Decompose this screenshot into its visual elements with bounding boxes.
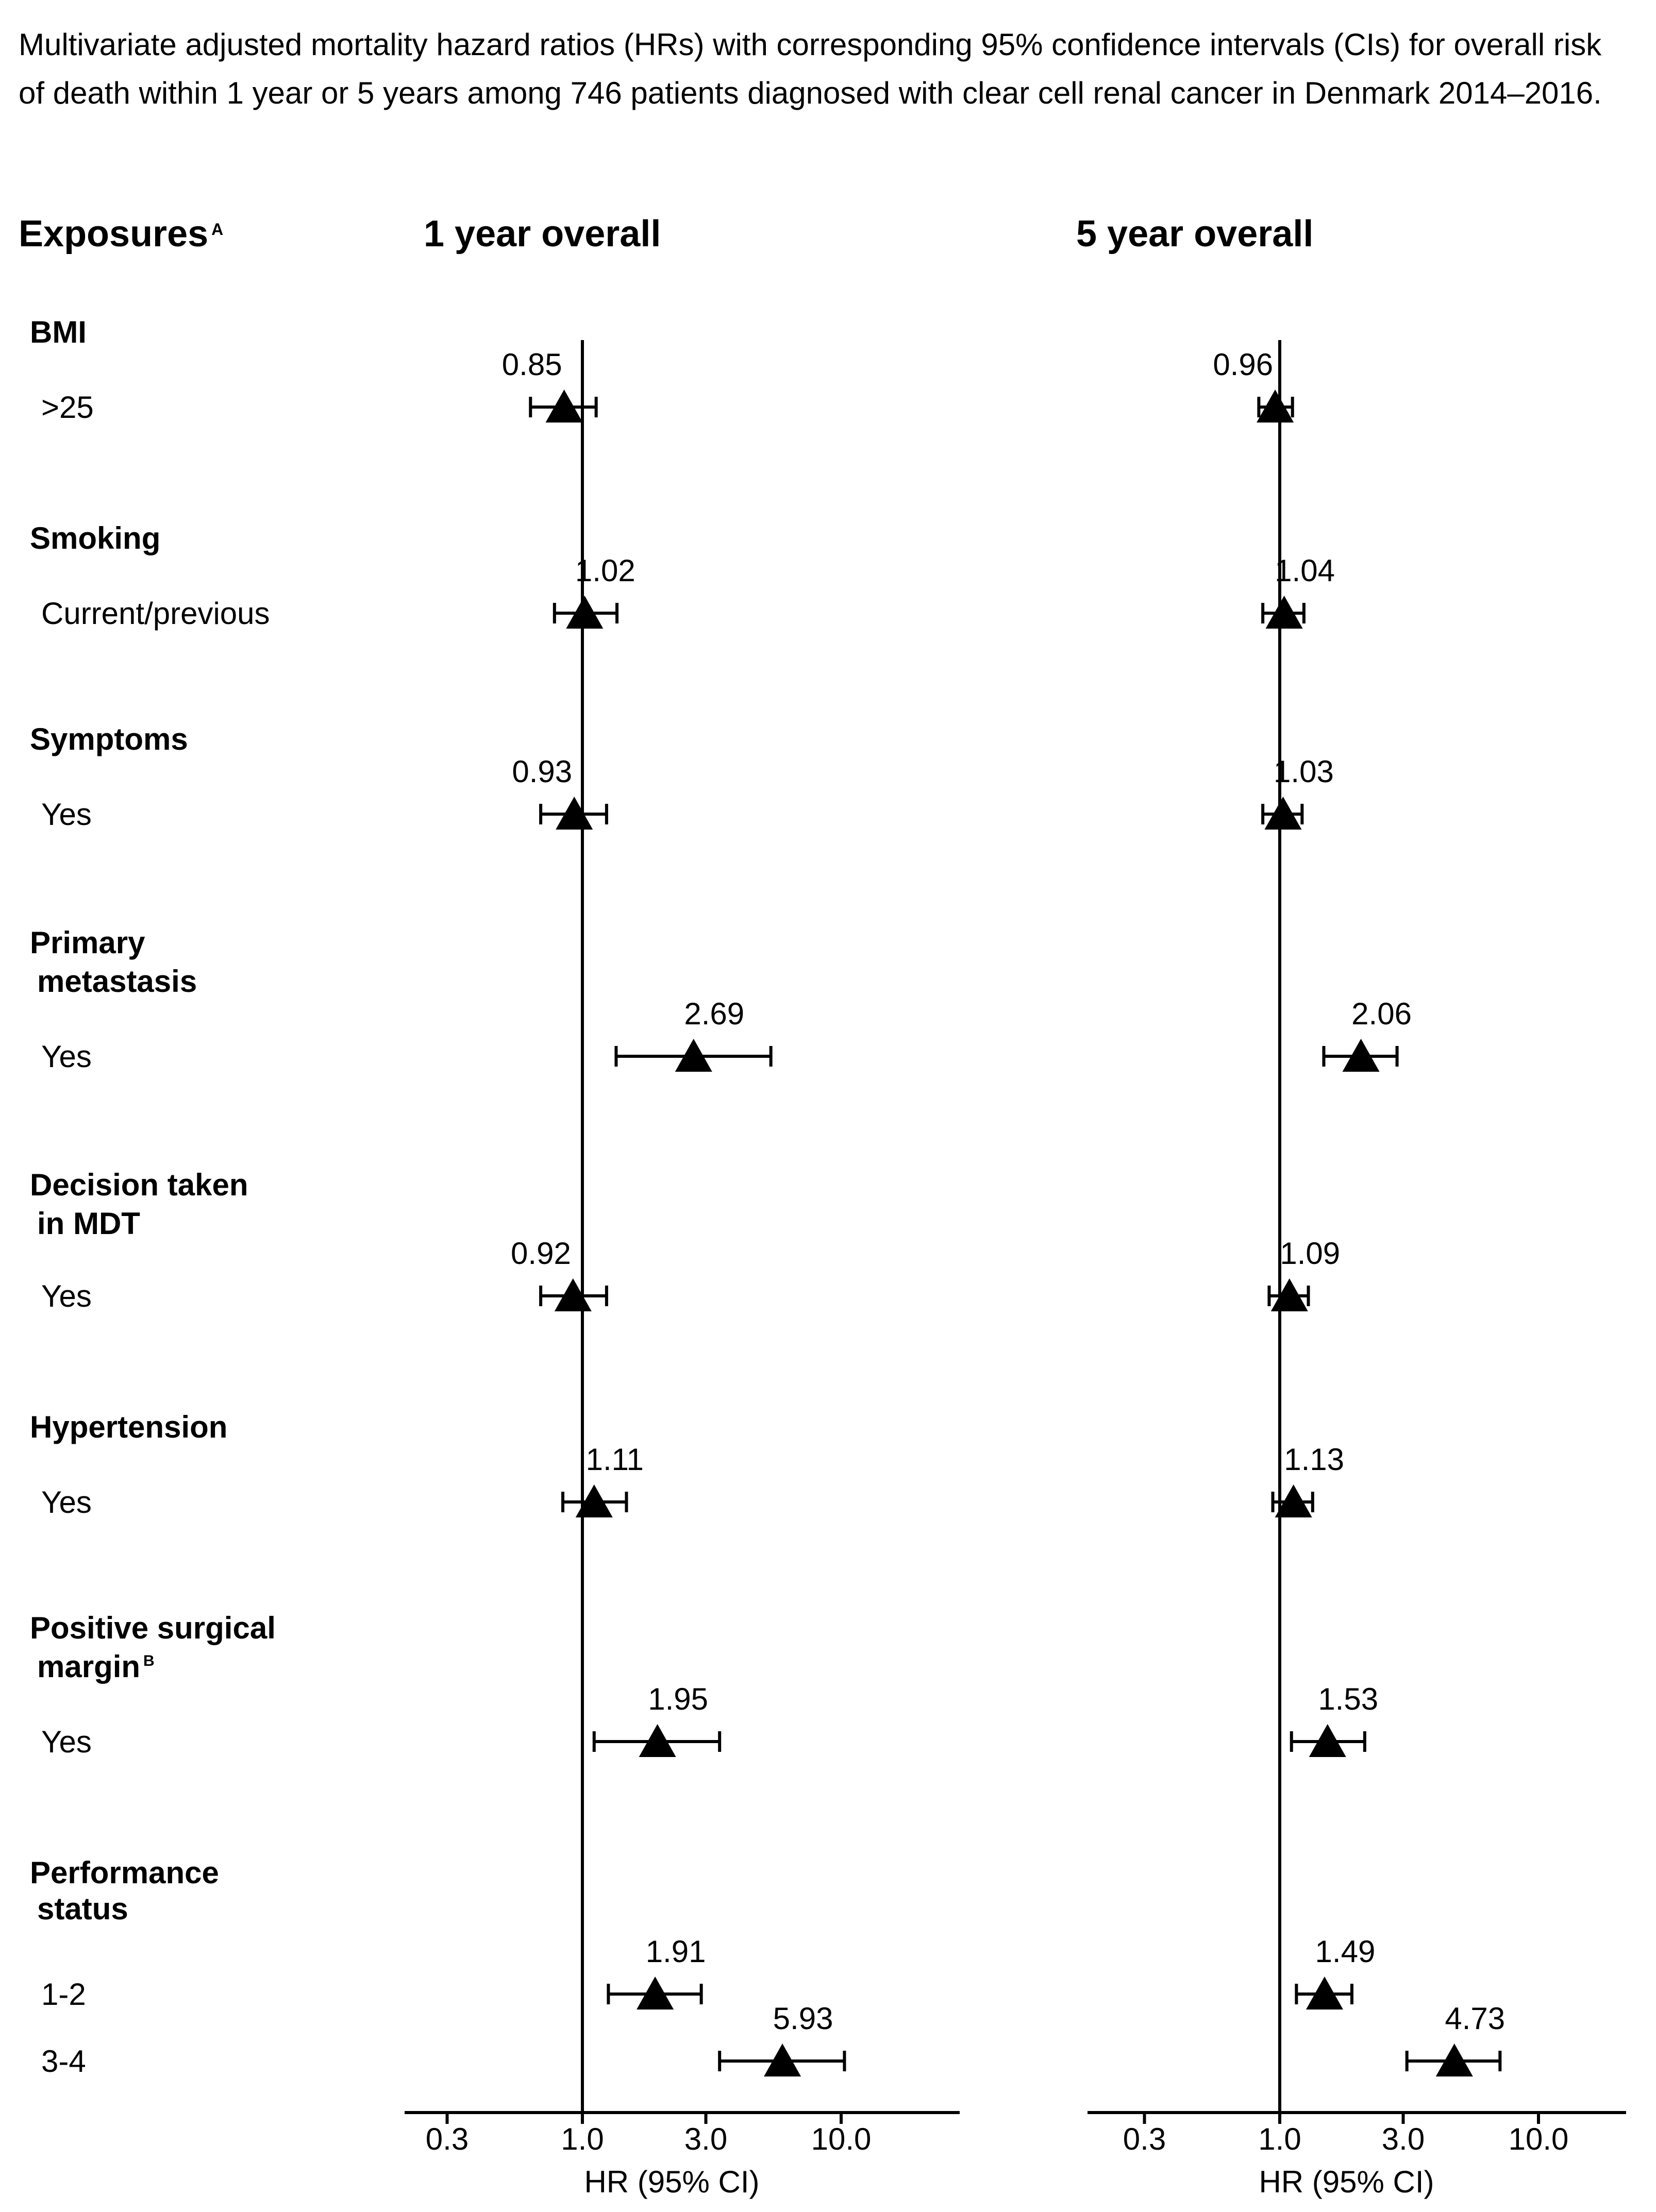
exposure-level-label: >25 [41, 390, 94, 425]
panel-1-year [405, 213, 960, 2199]
hazard-ratio-label: 1.13 [1284, 1442, 1345, 1477]
x-tick-label: 3.0 [684, 2122, 728, 2156]
hazard-ratio-label: 0.92 [511, 1236, 571, 1271]
exposure-group-label-text: Hypertension [30, 1410, 228, 1444]
hazard-ratio-label: 0.96 [1213, 347, 1274, 382]
exposure-group-label-text: Smoking [30, 521, 161, 555]
exposure-group-label [37, 1892, 128, 1926]
hazard-ratio-label: 1.02 [575, 553, 635, 588]
panel-title: 5 year overall [1076, 213, 1314, 255]
hazard-ratio-label: 1.11 [586, 1442, 644, 1477]
exposure-group-label-text: margin [37, 1649, 141, 1684]
hazard-ratio-label: 1.91 [645, 1934, 706, 1969]
exposure-level-label: Yes [41, 1039, 92, 1074]
hazard-ratio-label: 4.73 [1445, 2001, 1506, 2036]
x-tick-label: 0.3 [425, 2122, 469, 2156]
x-tick-label: 0.3 [1123, 2122, 1166, 2156]
exposure-group-label [30, 521, 160, 555]
x-tick-label: 10.0 [811, 2122, 872, 2156]
exposure-level-label: 1-2 [41, 1977, 86, 2012]
figure-caption: Multivariate adjusted mortality hazard ratios (HRs) with corresponding 95% confidence intervals (CIs) for overall risk of death within 1 year or 5 years among 746 patients diagnosed with clear cell renal cancer in Denmark 2014–2016. [19, 27, 1602, 110]
exposure-group-label [30, 1611, 276, 1645]
exposure-group-label [30, 722, 188, 756]
exposure-group-label-text: Symptoms [30, 722, 188, 756]
hazard-ratio-label: 5.93 [773, 2001, 833, 2036]
panel-5-year [1076, 213, 1626, 2199]
exposure-group-label-text: Primary [30, 925, 145, 960]
exposure-group-footnote: B [143, 1652, 155, 1669]
x-tick-label: 1.0 [561, 2122, 604, 2156]
hazard-ratio-label: 0.85 [501, 347, 562, 382]
hazard-ratio-label: 1.49 [1315, 1934, 1376, 1969]
hazard-ratio-label: 2.06 [1351, 997, 1412, 1031]
x-tick-label: 10.0 [1508, 2122, 1569, 2156]
exposure-group-label-text: in MDT [37, 1206, 140, 1241]
x-axis-label: HR (95% CI) [1259, 2165, 1434, 2199]
hazard-ratio-label: 1.53 [1318, 1682, 1379, 1716]
exposure-level-label: Yes [41, 1485, 92, 1519]
hazard-ratio-label: 0.93 [512, 754, 573, 789]
x-tick-label: 3.0 [1381, 2122, 1425, 2156]
exposure-group-label [37, 1206, 140, 1241]
exposure-group-label-text: Performance [30, 1855, 219, 1890]
exposures-header-text: Exposures [19, 213, 209, 255]
exposure-group-label-text: Positive surgical [30, 1611, 276, 1645]
exposure-group-label [37, 964, 197, 999]
exposure-group-label [30, 1855, 219, 1890]
exposure-group-label-text: status [37, 1892, 128, 1926]
exposure-group-label-text: BMI [30, 315, 87, 349]
x-tick-label: 1.0 [1258, 2122, 1301, 2156]
hazard-ratio-label: 1.09 [1280, 1236, 1341, 1271]
exposure-group-label [30, 925, 145, 960]
hazard-ratio-label: 1.95 [648, 1682, 708, 1716]
exposure-level-label: Yes [41, 797, 92, 832]
exposure-group-label [37, 1649, 155, 1684]
exposure-group-label [30, 1410, 227, 1444]
exposure-group-label-text: metastasis [37, 964, 197, 999]
exposure-level-label: 3-4 [41, 2044, 86, 2079]
hazard-ratio-label: 2.69 [684, 997, 745, 1031]
exposure-group-label [30, 1168, 248, 1202]
panel-title: 1 year overall [424, 213, 661, 255]
exposure-level-label: Yes [41, 1725, 92, 1759]
exposures-header [19, 213, 223, 255]
exposure-group-label [30, 315, 87, 349]
exposure-level-label: Current/previous [41, 596, 270, 631]
exposures-header-footnote: A [211, 220, 224, 239]
x-axis-label: HR (95% CI) [584, 2165, 760, 2199]
exposure-labels [19, 213, 276, 2079]
exposure-group-label-text: Decision taken [30, 1168, 248, 1202]
exposure-level-label: Yes [41, 1279, 92, 1313]
hazard-ratio-label: 1.04 [1275, 553, 1335, 588]
hazard-ratio-label: 1.03 [1274, 754, 1334, 789]
